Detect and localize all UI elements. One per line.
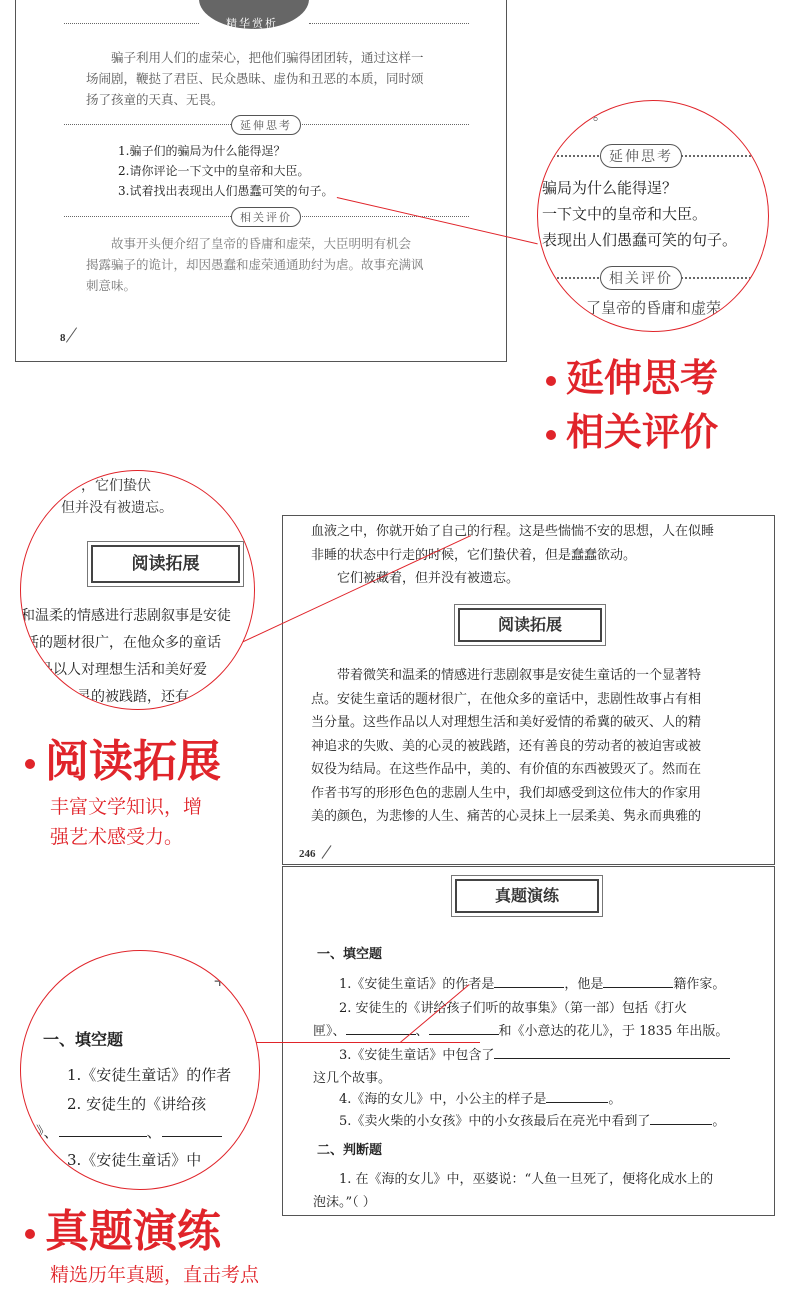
analysis-text: 骗子利用人们的虚荣心，把他们骗得团团转，通过这样一 场闹剧，鞭挞了君臣、民众愚昧、虚伪和丑恶的本质，同时颂 扬了孩童的天真、无畏。 bbox=[86, 50, 424, 107]
question-5: 5.《卖火柴的小女孩》中的小女孩最后在亮光中看到了 。 bbox=[339, 1114, 726, 1129]
question-3: 3.《安徒生童话》中包含了 bbox=[339, 1044, 730, 1063]
exercise-box-title: 真题演练 bbox=[455, 879, 599, 913]
divider bbox=[64, 23, 199, 24]
judge-1-cont: 泡沫。”（ ） bbox=[313, 1195, 376, 1210]
section-fill: 一、填空题 bbox=[317, 947, 383, 962]
callout-eval: 相关评价 bbox=[546, 408, 718, 456]
zoom-section-fill: 一、填空题 bbox=[43, 1030, 124, 1049]
zoom-think-label: 延伸思考 bbox=[600, 144, 682, 168]
callout-reading: 阅读拓展 bbox=[25, 735, 221, 789]
callout-exercise: 真题演练 bbox=[25, 1205, 221, 1259]
page-number-slash bbox=[66, 327, 77, 342]
zoom-circle-think: 。 延伸思考 骗局为什么能得逞？ 一下文中的皇帝和大臣。 表现出人们愚蠢可笑的句子。 相关评价 了皇帝的昏庸和虚荣 bbox=[537, 100, 769, 332]
zoom-connector bbox=[250, 1042, 480, 1043]
judge-1: 1. 在《海的女儿》中，巫婆说：“人鱼一旦死了，便将化成水上的 bbox=[339, 1172, 714, 1187]
question-2-cont: 匣》、 、 和《小意达的花儿》，于 1835 年出版。 bbox=[313, 1024, 729, 1039]
callout-reading-desc: 丰富文学知识，增 强艺术感受力。 bbox=[50, 796, 203, 848]
zoom-reading-title: 阅读拓展 bbox=[91, 545, 240, 583]
page-number: 246 bbox=[299, 848, 316, 860]
questions-list: 1.骗子们的骗局为什么能得逞？ 2.请你评论一下文中的皇帝和大臣。 3.试着找出表现出人们愚蠢可笑的句子。 bbox=[118, 144, 334, 198]
question-1: 1.《安徒生童话》的作者是 ，他是 籍作家。 bbox=[339, 977, 726, 992]
eval-label: 相关评价 bbox=[231, 207, 301, 227]
callout-exercise-desc: 精选历年真题，直击考点 bbox=[50, 1264, 260, 1286]
reading-box-title: 阅读拓展 bbox=[458, 608, 602, 642]
zoom-question-lines: 骗局为什么能得逞？ 一下文中的皇帝和大臣。 表现出人们愚蠢可笑的句子。 bbox=[542, 179, 738, 249]
question-4: 4.《海的女儿》中，小公主的样子是 。 bbox=[339, 1092, 622, 1107]
book-page-246 bbox=[282, 515, 775, 865]
evaluation-text: 故事开头便介绍了皇帝的昏庸和虚荣，大臣明明有机会 揭露骗子的诡计，却因愚蠢和虚荣通通助纣为虐。故事充满讽 刺意味。 bbox=[86, 236, 424, 293]
callout-think: 延伸思考 bbox=[546, 354, 718, 402]
think-label: 延伸思考 bbox=[231, 115, 301, 135]
zoom-circle-exercise: + 一、填空题 1.《安徒生童话》的作者 2. 安徒生的《讲给孩 匣》、 、 3.《安徒生童话》中 bbox=[20, 950, 260, 1190]
divider bbox=[309, 23, 469, 24]
zoom-circle-reading: ，它们蛰伏 但并没有被遗忘。 阅读拓展 和温柔的情感进行悲剧叙事是安徒 话的题材很广，在他众多的童话 品以人对理想生活和美好爱 心灵的被践踏，还有 bbox=[20, 470, 255, 710]
body-text: 带着微笑和温柔的情感进行悲剧叙事是安徒生童话的一个显著特 点。安徒生童话的题材很广，在他众多的童话中，悲剧性故事占有相 当分量。这些作品以人对理想生活和美好爱情的希冀的破灭、人的精 神追求的失败、美的心灵的被践踏，还有善良的劳动者的被迫害或被 奴役为结局。在这些作品中，美的、有价值的东西被毁灭了。然而在 作者书写的形形色色的悲剧人生中，我们却感受到这位伟大的作家用 美的颜色，为悲惨的人生、痛苦的心灵抹上一层柔美、隽永而典雅的 bbox=[311, 668, 702, 824]
header-label: 精华赏析 bbox=[226, 17, 278, 30]
question-3-cont: 这几个故事。 bbox=[313, 1071, 392, 1086]
intro-text: 血液之中，你就开始了自己的行程。这是些惴惴不安的思想，人在似睡 非睡的状态中行走的时候，它们蛰伏着，但是蠢蠢欲动。 它们被藏着，但并没有被遗忘。 bbox=[311, 524, 715, 586]
exercise-page bbox=[282, 866, 775, 1216]
question-2: 2. 安徒生的《讲给孩子们听的故事集》（第一部）包括《打火 bbox=[339, 1001, 688, 1016]
book-page-8 bbox=[15, 0, 507, 362]
section-judge: 二、判断题 bbox=[317, 1143, 383, 1158]
page-number: 8 bbox=[60, 332, 66, 344]
zoom-body-lines: 和温柔的情感进行悲剧叙事是安徒 话的题材很广，在他众多的童话 品以人对理想生活和美好爱 心灵的被践踏，还有 bbox=[21, 608, 231, 705]
zoom-eval-label: 相关评价 bbox=[600, 266, 682, 290]
